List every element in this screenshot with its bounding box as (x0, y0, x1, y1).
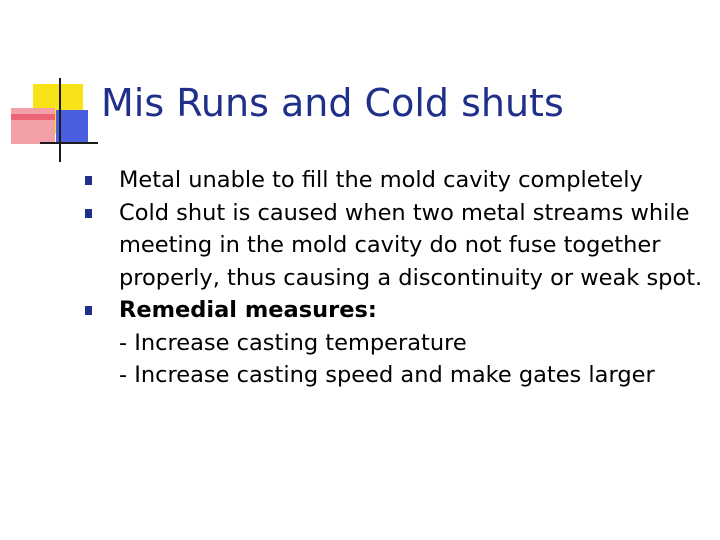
square-bullet-icon (85, 306, 92, 315)
bullet-text: Cold shut is caused when two metal streams while meeting in the mold cavity do not fuse together properly, thus causing a discontinuity or weak spot. (119, 199, 703, 291)
bullet-item-cold-shut (85, 197, 705, 295)
logo-horizontal-line (40, 142, 98, 144)
remedial-heading: Remedial measures: (119, 297, 377, 323)
bullet-text: Metal unable to fill the mold cavity completely (119, 167, 643, 193)
remedial-item: - Increase casting speed and make gates larger (119, 362, 655, 388)
bullet-list (85, 164, 705, 392)
bullet-item-remedial (85, 294, 705, 392)
square-bullet-icon (85, 209, 92, 218)
square-bullet-icon (85, 176, 92, 185)
logo-vertical-line (59, 78, 61, 162)
slide-title: Mis Runs and Cold shuts (101, 81, 564, 125)
logo-pink-stripe (11, 114, 55, 120)
decorative-squares-logo (0, 0, 110, 170)
bullet-item-mis-runs (85, 164, 705, 197)
remedial-item: - Increase casting temperature (119, 329, 467, 356)
